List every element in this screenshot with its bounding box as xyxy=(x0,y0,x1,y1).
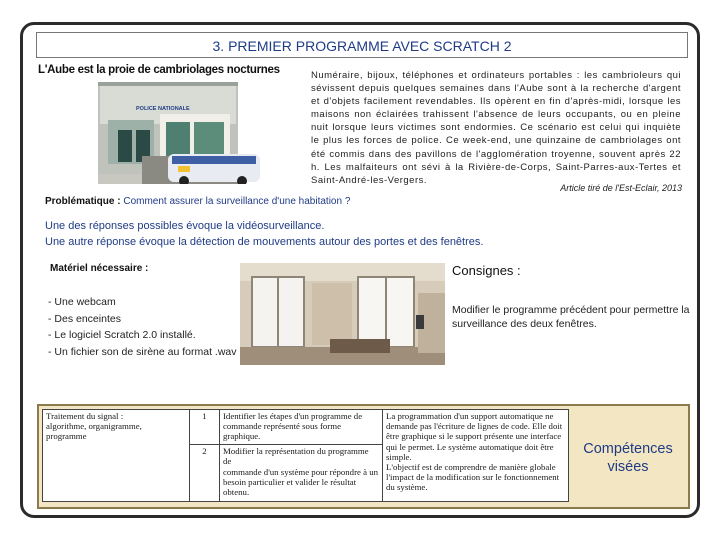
materials-item: - Le logiciel Scratch 2.0 installé. xyxy=(48,329,196,341)
answer-line-1: Une des réponses possibles évoque la vidéosurveillance. xyxy=(45,220,325,232)
problem-label: Problématique : xyxy=(45,196,121,207)
instructions-title: Consignes : xyxy=(452,263,521,278)
materials-title: Matériel nécessaire : xyxy=(50,263,149,274)
competences-label: Compétences visées xyxy=(583,441,673,475)
table-cell: Modifier la représentation du programme de commande d'un système pour répondre à un besoin particulier et valider le résultat obtenu. xyxy=(220,445,383,502)
competences-table xyxy=(42,409,569,502)
answer-line-2: Une autre réponse évoque la détection de mouvements autour des portes et des fenêtres. xyxy=(45,235,484,248)
article-clipping xyxy=(38,64,300,184)
table-cell: Traitement du signal : algorithme, organigramme, programme xyxy=(43,410,190,502)
slide-title: 3. PREMIER PROGRAMME AVEC SCRATCH 2 xyxy=(36,32,688,58)
article-headline: L'Aube est la proie de cambriolages nocturnes xyxy=(38,64,280,76)
materials-item: - Un fichier son de sirène au format .wav xyxy=(48,345,237,358)
station-sign: POLICE NATIONALE xyxy=(136,106,190,112)
materials-list xyxy=(48,294,237,360)
answers-block xyxy=(45,219,483,250)
room-photo xyxy=(240,263,445,365)
instructions-text: Modifier le programme précédent pour permettre la surveillance des deux fenêtres. xyxy=(452,304,690,330)
table-cell: Identifier les étapes d'un programme de commande représenté sous forme graphique. xyxy=(220,410,383,445)
problem-statement xyxy=(45,196,350,207)
police-station-photo xyxy=(38,64,300,184)
article-body: Numéraire, bijoux, téléphones et ordinateurs portables : les cambrioleurs qui sévissent depuis quelques semaines dans l'Aube sont à la recherche d'argent et d'objets facilement revendables. Ils opèrent en fin d'après-midi, lorsque les maisons non éclairées trahissent l'absence de leurs occupants, ou en pleine nuit lorsque leurs victimes sont endormies. Ce scénario est celui qui inquiète le plus les forces de police. Ce week-end, une quinzaine de cambriolages ont été commis dans des pavillons de l'agglomération troyenne, souvent après 22 h. Les malfaiteurs ont sévi à la Rivière-de-Corps, Saint-Parres-aux-Tertes et Saint-André-les-Vergers. xyxy=(311,70,681,186)
table-cell: 2 xyxy=(190,445,220,502)
table-row xyxy=(43,410,569,445)
materials-item: - Une webcam xyxy=(48,296,116,308)
table-cell: La programmation d'un support automatique ne demande pas l'écriture de lignes de code. Elle doit être graphique si le support présente une interface qui le permet. Le système automatique doit être simple. L'objectif est de comprendre de manière globale l'impact de la modification sur le fonctionnement du système. xyxy=(383,410,569,502)
article-source: Article tiré de l'Est-Eclair, 2013 xyxy=(560,183,682,193)
problem-question: Comment assurer la surveillance d'une habitation ? xyxy=(123,196,351,207)
table-cell: 1 xyxy=(190,410,220,445)
materials-item: - Des enceintes xyxy=(48,312,121,325)
